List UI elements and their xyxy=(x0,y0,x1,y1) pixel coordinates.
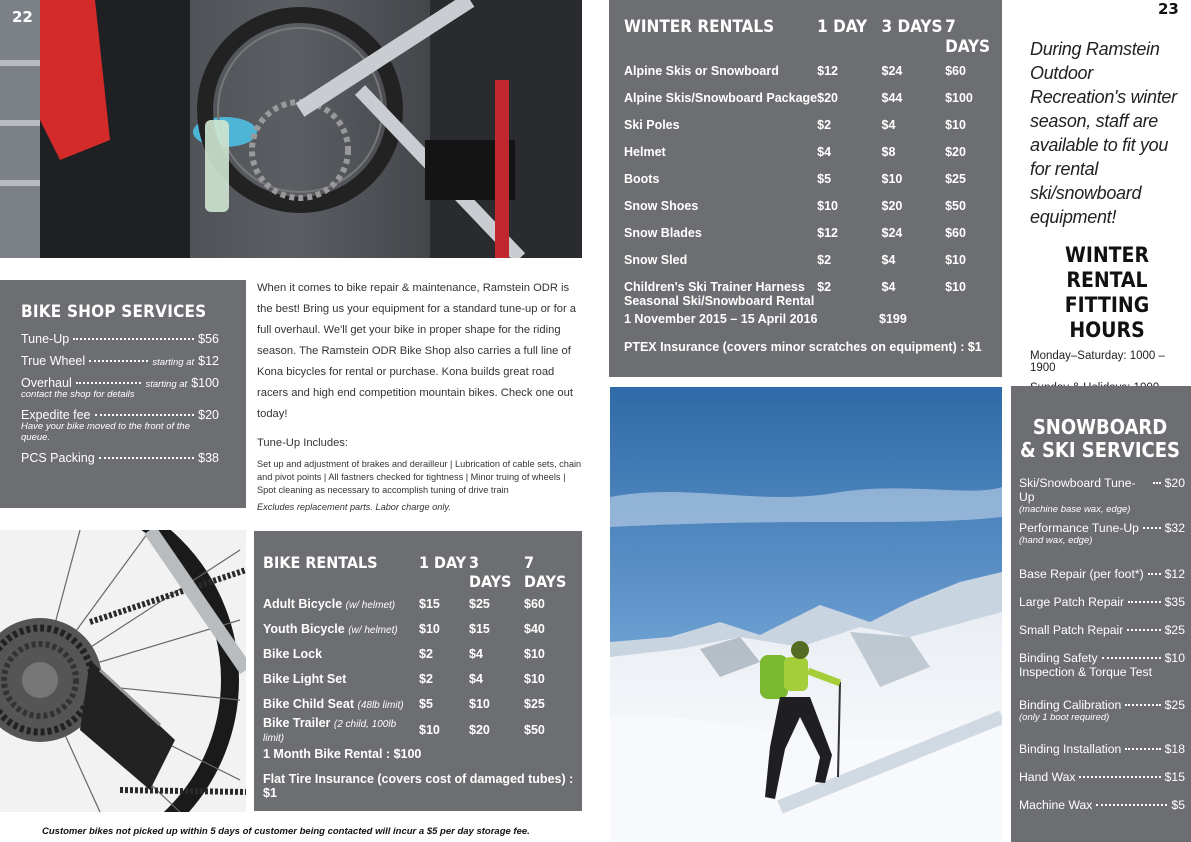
list-item: PCS Packing $38 xyxy=(21,451,219,465)
excludes-note: Excludes replacement parts. Labor charge only. xyxy=(257,502,451,512)
list-item: Binding Safety $10 Inspection & Torque Test xyxy=(1019,651,1185,679)
table-row: Snow Sled $2 $4 $10 xyxy=(624,252,966,267)
table-row: Bike Child Seat (48lb limit) $5 $10 $25 xyxy=(263,696,545,711)
fitting-hours-title-2: FITTING HOURS xyxy=(1064,293,1150,342)
table-row: Children's Ski Trainer Harness $2 $4 $10 xyxy=(624,279,966,294)
col-1-day: 1 DAY xyxy=(419,553,467,572)
flat-tire-insurance: Flat Tire Insurance (covers cost of damaged tubes) : $1 xyxy=(263,772,574,800)
bike-rentals-title: BIKE RENTALS xyxy=(263,553,378,572)
winter-rentals-title: WINTER RENTALS xyxy=(624,17,775,37)
table-row: Snow Blades $12 $24 $60 xyxy=(624,225,966,240)
table-row: Bike Light Set $2 $4 $10 xyxy=(263,671,545,686)
list-item: Base Repair (per foot*) $12 xyxy=(1019,567,1185,581)
list-item: Tune-Up $56 xyxy=(21,332,219,346)
monthly-bike-rental: 1 Month Bike Rental : $100 xyxy=(263,747,422,761)
intro-paragraph: When it comes to bike repair & maintenance, Ramstein ODR is the best! Bring us your equipment for a standard tune-up or for a full overhaul. We'll get your bike in proper shape for the riding season. The Ramstein ODR Bike Shop also carries a full line of Kona bicycles for rental or purchase. Kona builds great road racers and high end competition mountain bikes. Check one out today! xyxy=(257,282,577,420)
table-row: Bike Lock $2 $4 $10 xyxy=(263,646,545,661)
list-item: Machine Wax $5 xyxy=(1019,798,1185,812)
list-item: Binding Installation $18 xyxy=(1019,742,1185,756)
list-item: Ski/Snowboard Tune-Up $20 (machine base wax, edge) xyxy=(1019,476,1185,515)
table-row: Boots $5 $10 $25 xyxy=(624,171,966,186)
derailleur-photo xyxy=(0,530,246,812)
list-item: True Wheel starting at $12 xyxy=(21,354,219,368)
fitting-hours-block xyxy=(1024,243,1190,406)
list-item: Performance Tune-Up $32 (hand wax, edge) xyxy=(1019,521,1185,546)
list-item: Overhaul starting at $100 contact the shop for details xyxy=(21,376,219,400)
bike-shop-services-title: BIKE SHOP SERVICES xyxy=(21,302,207,322)
bike-rentals-box xyxy=(254,531,582,811)
snowboard-services-title-1: SNOWBOARD xyxy=(1032,415,1168,439)
snowboard-ski-services-box xyxy=(1011,386,1191,842)
winter-rentals-box xyxy=(609,0,1002,377)
ptex-insurance: PTEX Insurance (covers minor scratches on equipment) : $1 xyxy=(624,340,982,354)
table-row: Alpine Skis or Snowboard $12 $24 $60 xyxy=(624,63,966,78)
col-3-days: 3 DAYS xyxy=(469,553,512,591)
winter-rentals-table xyxy=(624,17,996,300)
table-row: Alpine Skis/Snowboard Package $20 $44 $100 xyxy=(624,90,973,105)
page-number-left: 22 xyxy=(12,8,33,26)
bike-shop-services-box xyxy=(0,280,246,508)
snowboard-services-title-2: & SKI SERVICES xyxy=(1020,438,1180,462)
list-item: Small Patch Repair $25 xyxy=(1019,623,1185,637)
table-row: Adult Bicycle (w/ helmet) $15 $25 $60 xyxy=(263,596,545,611)
table-row: Youth Bicycle (w/ helmet) $10 $15 $40 xyxy=(263,621,545,636)
intro-text-block xyxy=(257,278,583,514)
snowboard-services-list xyxy=(1019,476,1185,826)
mountain-skier-photo xyxy=(610,387,1002,842)
bike-repair-photo xyxy=(0,0,582,258)
tuneup-list: Set up and adjustment of brakes and derailleur | Lubrication of cable sets, chain and pivot points | All fastners checked for tightness | Minor truing of wheels | Spot cleaning as necessary to accomplish tuning of drive train xyxy=(257,459,582,495)
list-item: Large Patch Repair $35 xyxy=(1019,595,1185,609)
tuneup-heading: Tune-Up Includes: xyxy=(257,437,348,449)
list-item: Binding Calibration $25 (only 1 boot required) xyxy=(1019,698,1185,723)
storage-fee-note: Customer bikes not picked up within 5 days of customer being contacted will incur a $5 per day storage fee. xyxy=(42,826,530,837)
seasonal-rental-line1: Seasonal Ski/Snowboard Rental xyxy=(624,294,815,308)
col-7-days: 7 DAYS xyxy=(524,553,567,591)
col-7-days: 7 DAYS xyxy=(945,17,991,57)
fitting-hours-title-1: WINTER RENTAL xyxy=(1064,243,1150,292)
table-row: Snow Shoes $10 $20 $50 xyxy=(624,198,966,213)
fitting-promo: During Ramstein Outdoor Recreation's winter season, staff are available to fit you for rental ski/snowboard equipment! xyxy=(1030,39,1177,227)
col-3-days: 3 DAYS xyxy=(881,17,943,37)
seasonal-rental-line2: 1 November 2015 – 15 April 2016 xyxy=(624,312,818,326)
col-1-day: 1 DAY xyxy=(817,17,868,37)
table-row: Ski Poles $2 $4 $10 xyxy=(624,117,966,132)
table-row: Bike Trailer (2 child, 100lb limit) $10 $20 $50 xyxy=(263,716,545,744)
fitting-hours-weekdays: Monday–Saturday: 1000 –1900 xyxy=(1030,350,1165,374)
page-number-right: 23 xyxy=(1158,0,1179,18)
bike-shop-services-list xyxy=(21,332,219,465)
list-item: Expedite fee $20 Have your bike moved to the front of the queue. xyxy=(21,408,219,443)
list-item: Hand Wax $15 xyxy=(1019,770,1185,784)
seasonal-rental-price: $199 xyxy=(879,312,907,326)
table-row: Helmet $4 $8 $20 xyxy=(624,144,966,159)
bike-rentals-table xyxy=(263,553,575,744)
